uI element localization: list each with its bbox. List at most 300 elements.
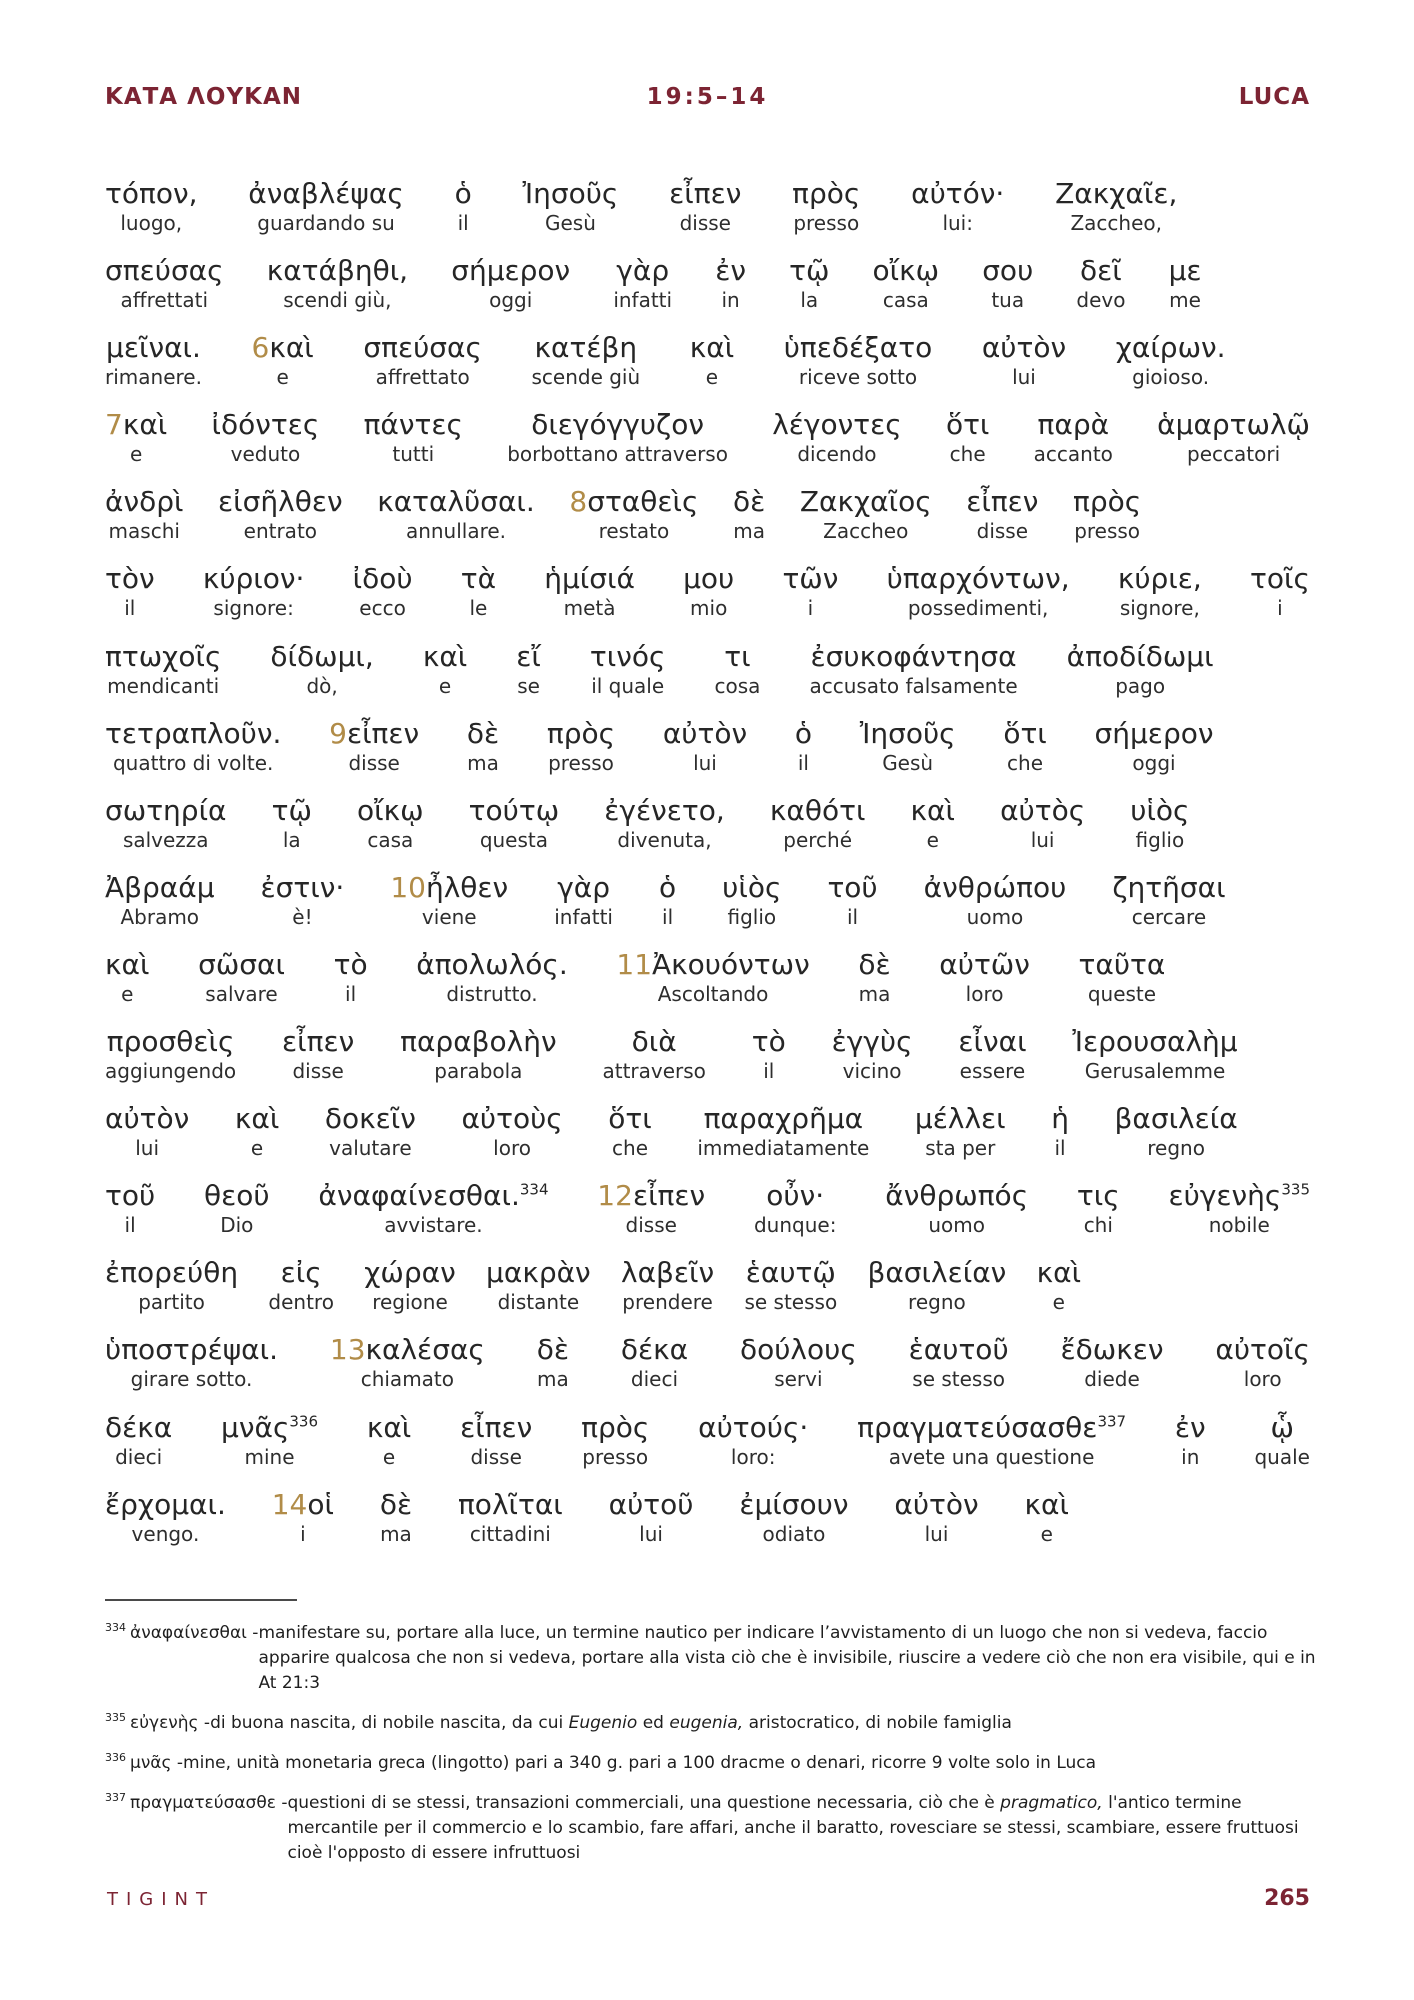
word-pair — [267, 254, 408, 331]
italian-gloss: entrato — [243, 519, 318, 544]
greek-word: με — [1168, 254, 1202, 288]
italian-gloss: il — [763, 1059, 775, 1084]
greek-word: 11Ἀκουόντων — [616, 947, 810, 981]
word-pair — [1077, 1179, 1120, 1256]
word-pair — [909, 1333, 1009, 1410]
italian-gloss: avete una questione — [888, 1444, 1095, 1469]
footnote-lemma: $^{337}$ πραγματεύσασθε - — [105, 1791, 288, 1813]
word-pair — [423, 640, 467, 717]
italian-gloss: lui — [639, 1521, 663, 1546]
word-pair — [800, 485, 932, 562]
greek-word: Ἀβραάμ — [105, 870, 215, 904]
word-pair — [1168, 1179, 1310, 1256]
italian-gloss: oggi — [1132, 750, 1176, 775]
italian-gloss: scendi giù, — [283, 288, 392, 313]
footnote-text — [287, 1791, 1317, 1866]
word-pair — [105, 1488, 226, 1565]
italian-gloss: uomo — [928, 1213, 985, 1238]
word-pair — [613, 254, 672, 331]
verse-number: 10 — [390, 870, 426, 904]
word-pair — [270, 640, 373, 717]
word-pair — [966, 485, 1038, 562]
greek-word: εἶπεν — [282, 1025, 355, 1059]
italian-gloss: odiato — [762, 1521, 826, 1546]
footnote-ref: 335 — [1281, 1180, 1310, 1199]
interlinear-row — [105, 562, 1310, 639]
greek-word: τὸ — [751, 1025, 786, 1059]
greek-word: ἀναβλέψας — [248, 177, 404, 210]
italian-gloss: possedimenti, — [907, 596, 1049, 621]
italian-gloss: luogo, — [120, 211, 183, 235]
interlinear-row — [105, 1411, 1310, 1488]
greek-word: σήμερον — [451, 254, 571, 288]
italian-gloss: loro — [1243, 1367, 1282, 1392]
word-pair — [915, 1102, 1006, 1179]
word-pair — [248, 177, 404, 254]
italian-gloss: il — [457, 211, 469, 235]
greek-word: Ζακχαῖε, — [1055, 177, 1178, 210]
greek-word: ὁ — [659, 870, 677, 904]
italian-gloss: regno — [908, 1290, 966, 1315]
word-pair — [1115, 1102, 1238, 1179]
word-pair — [770, 794, 866, 871]
word-pair — [507, 408, 728, 485]
italian-gloss: e — [382, 1444, 396, 1469]
greek-word: πραγματεύσασθε$^{337}$ — [857, 1410, 1127, 1444]
italian-gloss: partito — [138, 1290, 205, 1315]
word-pair — [105, 640, 221, 717]
footnote-number: 337 — [105, 1791, 126, 1805]
word-pair — [1067, 640, 1214, 717]
word-pair — [1215, 1333, 1310, 1410]
italian-gloss: il quale — [591, 673, 665, 698]
word-pair — [809, 640, 1017, 717]
greek-word: λαβεῖν — [621, 1256, 715, 1290]
word-pair — [198, 948, 285, 1025]
word-pair — [1254, 1411, 1310, 1488]
footnote-segment: aristocratico, di nobile famiglia — [743, 1713, 1012, 1733]
italian-gloss: in — [1181, 1444, 1200, 1469]
greek-word: πάντες — [363, 408, 463, 442]
word-pair — [318, 1179, 548, 1256]
word-pair — [792, 177, 860, 254]
italian-gloss: affrettato — [375, 365, 470, 390]
word-pair — [204, 1179, 270, 1256]
greek-word: 10ἦλθεν — [390, 870, 509, 904]
greek-word: κατέβη — [534, 331, 638, 365]
italian-gloss: dunque: — [753, 1213, 837, 1238]
greek-word: οἴκῳ — [872, 254, 940, 288]
italian-gloss: essere — [959, 1059, 1026, 1084]
greek-word: υἱὸς — [1130, 793, 1190, 827]
greek-word: αὐτοῦ — [608, 1487, 694, 1521]
greek-word: εἶπεν — [460, 1410, 533, 1444]
word-pair — [218, 485, 343, 562]
word-pair — [946, 408, 989, 485]
word-pair — [458, 1488, 563, 1565]
greek-word: υἱὸς — [722, 870, 782, 904]
interlinear-row — [105, 871, 1226, 948]
italian-gloss: questa — [479, 827, 549, 852]
word-pair — [858, 948, 890, 1025]
italian-gloss: girare sotto. — [130, 1367, 253, 1392]
greek-word: μου — [683, 562, 735, 596]
footnote-ref: 337 — [1097, 1412, 1127, 1431]
footnote-ref: 334 — [519, 1180, 549, 1199]
italian-gloss: il — [846, 904, 859, 929]
greek-word: τις — [1076, 1179, 1120, 1213]
italian-gloss: ecco — [359, 596, 406, 621]
italian-gloss: borbottano attraverso — [507, 442, 728, 467]
italian-gloss: uomo — [966, 904, 1024, 929]
italian-gloss: valutare — [329, 1136, 412, 1161]
italian-gloss: accanto — [1033, 442, 1113, 467]
word-pair — [400, 1025, 557, 1102]
word-pair — [860, 717, 956, 794]
greek-word: τοῖς — [1250, 562, 1310, 596]
footnote-lemma: $^{334}$ ἀναφαίνεσθαι - — [105, 1621, 259, 1643]
greek-word: τὰ — [460, 562, 497, 596]
greek-word: μέλλει — [914, 1102, 1006, 1136]
interlinear-row — [105, 408, 1310, 485]
greek-word: αὐτῶν — [939, 947, 1030, 981]
word-pair — [486, 1256, 591, 1333]
greek-word: παρὰ — [1037, 408, 1110, 442]
italian-gloss: immediatamente — [697, 1136, 870, 1161]
italian-gloss: presso — [548, 750, 614, 775]
italian-gloss: peccatori — [1187, 442, 1281, 467]
greek-word: Ἰησοῦς — [859, 716, 956, 750]
italian-gloss: tutti — [392, 442, 435, 467]
word-pair — [1025, 1488, 1069, 1565]
greek-word: καὶ — [105, 947, 150, 981]
word-pair — [1034, 408, 1113, 485]
italian-gloss: disse — [292, 1059, 344, 1084]
greek-word: κύριε, — [1117, 562, 1202, 596]
word-pair — [867, 1256, 1006, 1333]
verse-number: 8 — [569, 485, 588, 519]
word-pair — [939, 948, 1030, 1025]
greek-word: ὁ — [794, 716, 812, 750]
word-pair — [467, 717, 499, 794]
italian-gloss: dò, — [306, 673, 338, 698]
italian-gloss: annullare. — [405, 519, 507, 544]
word-pair — [885, 1179, 1028, 1256]
word-pair — [1116, 331, 1226, 408]
footnote — [105, 1751, 1317, 1776]
interlinear-row — [105, 177, 1177, 254]
italian-gloss: figlio — [727, 904, 777, 929]
word-pair — [390, 871, 508, 948]
greek-word: τοῦ — [105, 1179, 156, 1213]
italian-gloss: lui — [135, 1136, 160, 1161]
italian-gloss: dieci — [115, 1444, 163, 1469]
word-pair — [663, 717, 747, 794]
word-pair — [740, 1333, 857, 1410]
greek-word: σπεύσας — [363, 331, 482, 365]
word-pair — [282, 1025, 354, 1102]
footnotes-block — [105, 1621, 1317, 1881]
footnote-italic: Eugenio — [568, 1713, 638, 1733]
greek-word: ἀνθρώπου — [923, 870, 1067, 904]
word-pair — [581, 1411, 649, 1488]
italian-gloss: mio — [690, 596, 728, 621]
interlinear-row — [105, 254, 1202, 331]
italian-gloss: il — [1054, 1136, 1066, 1161]
word-pair — [832, 1025, 913, 1102]
italian-gloss: affrettati — [120, 288, 209, 313]
italian-gloss: cercare — [1131, 904, 1207, 929]
italian-gloss: la — [800, 288, 819, 313]
greek-word: μεῖναι. — [106, 331, 201, 365]
italian-gloss: Gerusalemme — [1084, 1059, 1226, 1084]
italian-gloss: e — [250, 1136, 264, 1161]
italian-gloss: Dio — [220, 1213, 254, 1238]
greek-word: δεῖ — [1080, 254, 1122, 288]
greek-word: πρὸς — [546, 716, 616, 750]
greek-word: τοῦ — [827, 870, 878, 904]
italian-gloss: infatti — [554, 904, 613, 929]
greek-word: 14οἱ — [271, 1487, 334, 1521]
greek-word: δὲ — [379, 1487, 413, 1521]
word-pair — [911, 177, 1004, 254]
verse-number: 14 — [271, 1487, 308, 1521]
word-pair — [469, 794, 560, 871]
footnote-text — [210, 1711, 1317, 1736]
italian-gloss: prendere — [622, 1290, 713, 1315]
italian-gloss: regione — [372, 1290, 448, 1315]
greek-word: εἶπεν — [669, 177, 742, 210]
italian-gloss: sta per — [925, 1136, 996, 1161]
italian-gloss: ma — [380, 1521, 412, 1546]
interlinear-row — [105, 1333, 1310, 1410]
word-pair — [715, 640, 761, 717]
edition-signature: TIGINT — [107, 1889, 216, 1910]
greek-word: τινός — [589, 639, 666, 673]
interlinear-row — [105, 1102, 1238, 1179]
greek-word: ἐπορεύθη — [105, 1256, 239, 1290]
greek-word: κύριον· — [202, 562, 305, 596]
italian-gloss: guardando su — [257, 211, 395, 235]
greek-word: καὶ — [422, 639, 468, 673]
word-pair — [261, 871, 345, 948]
greek-word: καταλῦσαι. — [377, 485, 535, 519]
greek-word: σήμερον — [1094, 716, 1214, 750]
word-pair — [698, 1411, 808, 1488]
italian-gloss: attraverso — [602, 1059, 706, 1084]
greek-word: τόπον, — [105, 177, 198, 210]
word-pair — [268, 1256, 334, 1333]
greek-word: εἶπεν — [966, 485, 1039, 519]
greek-word: χώραν — [364, 1256, 456, 1290]
word-pair — [105, 1256, 238, 1333]
italian-gloss: Abramo — [120, 904, 200, 929]
greek-word: 8σταθεὶς — [569, 485, 699, 519]
greek-word: ἰδοὺ — [352, 562, 413, 596]
word-pair — [604, 794, 725, 871]
greek-word: καὶ — [1024, 1487, 1069, 1521]
italian-gloss: servi — [774, 1367, 823, 1392]
greek-word: ὑποστρέψαι. — [105, 1333, 279, 1367]
italian-gloss: il — [124, 1213, 136, 1238]
greek-word: αὐτὸν — [981, 331, 1067, 365]
word-pair — [252, 331, 314, 408]
greek-word: τῶν — [782, 562, 839, 596]
italian-gloss: tua — [991, 288, 1025, 313]
word-pair — [235, 1102, 279, 1179]
word-pair — [364, 408, 463, 485]
italian-gloss: accusato falsamente — [809, 673, 1018, 698]
word-pair — [516, 640, 541, 717]
italian-gloss: gioioso. — [1132, 365, 1210, 390]
word-pair — [105, 408, 167, 485]
greek-word: δέκα — [620, 1333, 689, 1367]
interlinear-row — [105, 717, 1214, 794]
greek-word: βασιλείαν — [867, 1256, 1007, 1290]
footnote-text — [183, 1751, 1317, 1776]
greek-word: πρὸς — [581, 1410, 650, 1444]
footnote-lemma: $^{336}$ μνᾶς - — [105, 1751, 184, 1773]
footnote-segment: mine, unità monetaria greca (lingotto) pari a 340 g. pari a 100 dracme o denari, ricorre 9 volte solo in Luca — [183, 1753, 1097, 1773]
italian-gloss: parabola — [434, 1059, 523, 1084]
italian-gloss: scende giù — [531, 365, 641, 390]
footnote — [105, 1791, 1317, 1866]
footnote-separator — [105, 1599, 297, 1601]
word-pair — [380, 1488, 412, 1565]
italian-gloss: le — [469, 596, 488, 621]
greek-word: ἐγένετο, — [604, 793, 725, 827]
word-pair — [364, 1256, 456, 1333]
word-pair — [377, 485, 535, 562]
greek-word: ἁμαρτωλῷ — [1157, 408, 1310, 442]
word-pair — [329, 717, 419, 794]
greek-word: τὸ — [333, 947, 368, 981]
italian-gloss: disse — [679, 211, 731, 235]
greek-word: δὲ — [733, 485, 766, 519]
running-header — [105, 84, 1310, 114]
footnote — [105, 1621, 1317, 1696]
greek-word: αὐτόν· — [911, 177, 1005, 210]
footnote — [105, 1711, 1317, 1736]
greek-word: τῷ — [271, 793, 312, 827]
page-footer — [107, 1886, 1310, 1911]
italian-gloss: la — [282, 827, 301, 852]
italian-gloss: il — [797, 750, 809, 775]
word-pair — [752, 1025, 786, 1102]
footnote-number: 334 — [105, 1621, 126, 1635]
greek-word: αὐτούς· — [698, 1410, 809, 1444]
word-pair — [772, 408, 901, 485]
greek-word: πτωχοῖς — [105, 639, 222, 673]
word-pair — [1130, 794, 1189, 871]
italian-gloss: Zaccheo — [823, 519, 909, 544]
word-pair — [1169, 254, 1202, 331]
footnote-segment: questioni di se stessi, transazioni commerciali, una questione necessaria, ciò che è — [287, 1793, 1001, 1813]
greek-word: δοκεῖν — [324, 1102, 416, 1136]
greek-word: λέγοντες — [772, 408, 902, 442]
verse-number: 6 — [251, 331, 270, 365]
word-pair — [827, 871, 877, 948]
greek-word: αὐτὸν — [105, 1102, 190, 1136]
word-pair — [455, 177, 472, 254]
footnote-segment: ed — [637, 1713, 670, 1733]
word-pair — [105, 948, 149, 1025]
word-pair — [683, 562, 734, 639]
italian-gloss: che — [612, 1136, 648, 1161]
greek-word: ὅτι — [608, 1102, 652, 1136]
word-pair — [1051, 1102, 1069, 1179]
greek-word: 6καὶ — [251, 331, 314, 365]
footnote-lemma: $^{335}$ εὐγενὴς - — [105, 1711, 211, 1733]
header-verse-range: 19:5–14 — [646, 84, 769, 110]
word-pair — [744, 1256, 837, 1333]
italian-gloss: presso — [582, 1444, 649, 1469]
greek-word: ᾧ — [1270, 1410, 1294, 1444]
greek-word: παραβολὴν — [400, 1025, 557, 1059]
word-pair — [911, 794, 955, 871]
word-pair — [1095, 717, 1214, 794]
italian-gloss: queste — [1087, 981, 1157, 1006]
word-pair — [609, 1488, 694, 1565]
word-pair — [887, 562, 1070, 639]
greek-word: εἰς — [280, 1256, 322, 1290]
word-pair — [621, 1256, 714, 1333]
greek-word: εἴ — [516, 639, 541, 673]
italian-gloss: distrutto. — [446, 981, 538, 1006]
greek-word: Ἰησοῦς — [522, 177, 619, 210]
italian-gloss: maschi — [108, 519, 180, 544]
word-pair — [325, 1102, 416, 1179]
greek-word: τι — [724, 639, 751, 673]
header-book-title-greek: ΚΑΤΑ ΛΟΥΚΑΝ — [105, 84, 302, 110]
word-pair — [547, 717, 615, 794]
greek-word: ἐστιν· — [260, 870, 345, 904]
footnote-number: 335 — [105, 1711, 126, 1725]
verse-number: 7 — [105, 408, 123, 442]
italian-gloss: il — [345, 981, 357, 1006]
word-pair — [105, 794, 227, 871]
italian-gloss: se stesso — [744, 1290, 838, 1315]
interlinear-row — [105, 640, 1214, 717]
greek-word: πρὸς — [1073, 485, 1142, 519]
italian-gloss: ma — [536, 1367, 569, 1392]
greek-word: οἴκῳ — [357, 793, 424, 827]
italian-gloss: in — [721, 288, 740, 313]
word-pair — [105, 1179, 155, 1256]
italian-gloss: perché — [783, 827, 853, 852]
greek-word: βασιλεία — [1114, 1102, 1238, 1136]
greek-word: πρὸς — [792, 177, 861, 210]
italian-gloss: lui — [1012, 365, 1036, 390]
word-pair — [212, 408, 320, 485]
word-pair — [722, 871, 781, 948]
footnote-text — [258, 1621, 1317, 1696]
word-pair — [754, 1179, 836, 1256]
word-pair — [105, 871, 215, 948]
italian-gloss: dentro — [268, 1290, 334, 1315]
greek-word: αὐτὸν — [662, 716, 748, 750]
italian-gloss: è! — [292, 904, 313, 929]
word-pair — [1112, 871, 1225, 948]
word-pair — [105, 1102, 189, 1179]
word-pair — [1073, 485, 1141, 562]
greek-word: καθότι — [769, 793, 866, 827]
italian-gloss: aggiungendo — [105, 1059, 237, 1084]
italian-gloss: restato — [598, 519, 670, 544]
interlinear-row — [105, 485, 1141, 562]
italian-gloss: figlio — [1135, 827, 1185, 852]
italian-gloss: devo — [1076, 288, 1126, 313]
